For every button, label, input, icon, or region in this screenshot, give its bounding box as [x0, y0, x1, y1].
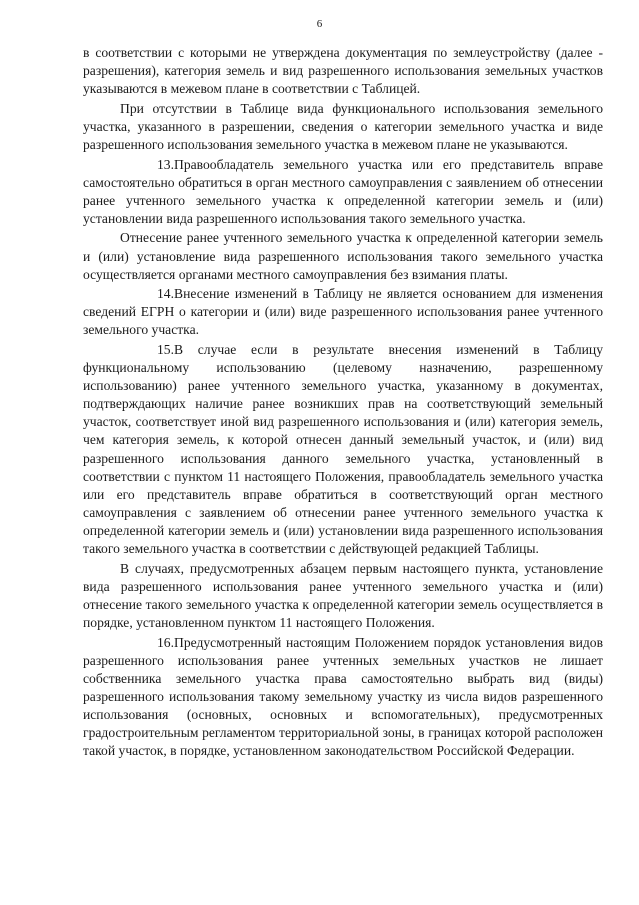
paragraph-16: [83, 634, 603, 761]
paragraph: [83, 229, 603, 283]
paragraph-number: 13.: [157, 156, 174, 172]
paragraph-number: 14.: [157, 286, 174, 302]
paragraph-15: [83, 341, 603, 558]
paragraph-text: Отнесение ранее учтенного земельного участка к определенной категории земель и (или) установление вида разрешенного использования такого земельного участка осуществляется органами местного самоуправления без взимания платы.: [83, 230, 603, 282]
paragraph-text: В случаях, предусмотренных абзацем первым настоящего пункта, установление вида разрешенного использования ранее учтенного земельного участка и (или) отнесение такого земельного участка к определенной категории земель осуществляется в порядке, установленном пунктом 11 настоящего Положения.: [83, 560, 603, 630]
document-body: [83, 44, 603, 762]
paragraph: [83, 560, 603, 632]
paragraph: [83, 100, 603, 154]
paragraph-number: 16.: [157, 634, 174, 650]
paragraph-text: При отсутствии в Таблице вида функционального использования земельного участка, указанного в разрешении, сведения о категории земельного участка и виде разрешенного использования земельного участка в межевом плане не указываются.: [83, 100, 603, 152]
paragraph-text: Правообладатель земельного участка или его представитель вправе самостоятельно обратиться в орган местного самоуправления с заявлением об отнесении ранее учтенного земельного участка к определенной категории земель и (или) установлении вида разрешенного использования такого земельного участка.: [83, 156, 603, 226]
paragraph-number: 15.: [157, 342, 174, 357]
paragraph-text: в соответствии с которыми не утверждена документация по землеустройству (далее - разрешения), категория земель и вид разрешенного использования земельных участков указываются в межевом плане в соответствии с Таблицей.: [83, 45, 603, 97]
paragraph-14: [83, 285, 603, 339]
paragraph-text: В случае если в результате внесения изменений в Таблицу функциональному использованию (целевому назначению, разрешенному использованию) ранее учтенного земельного участка, указанному в документах, подтверждающих наличие ранее возникших прав на соответствующий земельный участок, соответствует иной вид разрешенного использования и (или) категория земель, чем категория земель, к которой отнесен данный земельный участок, и (или) вид разрешенного использования данного земельного участка, установленный в соответствии с пунктом 11 настоящего Положения, правообладатель земельного участка или его представитель вправе обратиться в соответствующий орган местного самоуправления с заявлением об отнесении ранее учтенного земельного участка к определенной категории земель и (или) установлении вида разрешенного использования такого земельного участка в соответствии с действующей редакцией Таблицы.: [83, 342, 603, 557]
paragraph-13: [83, 156, 603, 228]
page-number: 6: [316, 18, 323, 30]
paragraph-text: Внесение изменений в Таблицу не является основанием для изменения сведений ЕГРН о категории и (или) виде разрешенного использования ранее учтенного земельного участка.: [83, 286, 603, 338]
paragraph-text: Предусмотренный настоящим Положением порядок установления видов разрешенного использования ранее учтенных земельных участков не лишает собственника земельного участка права самостоятельно выбрать вид (виды) разрешенного использования такому земельному участку из числа видов разрешенного использования (основных, основных и вспомогательных), предусмотренных градостроительным регламентом территориальной зоны, в границах которой расположен такой участок, в порядке, установленном законодательством Российской Федерации.: [83, 634, 603, 759]
paragraph: [83, 44, 603, 98]
